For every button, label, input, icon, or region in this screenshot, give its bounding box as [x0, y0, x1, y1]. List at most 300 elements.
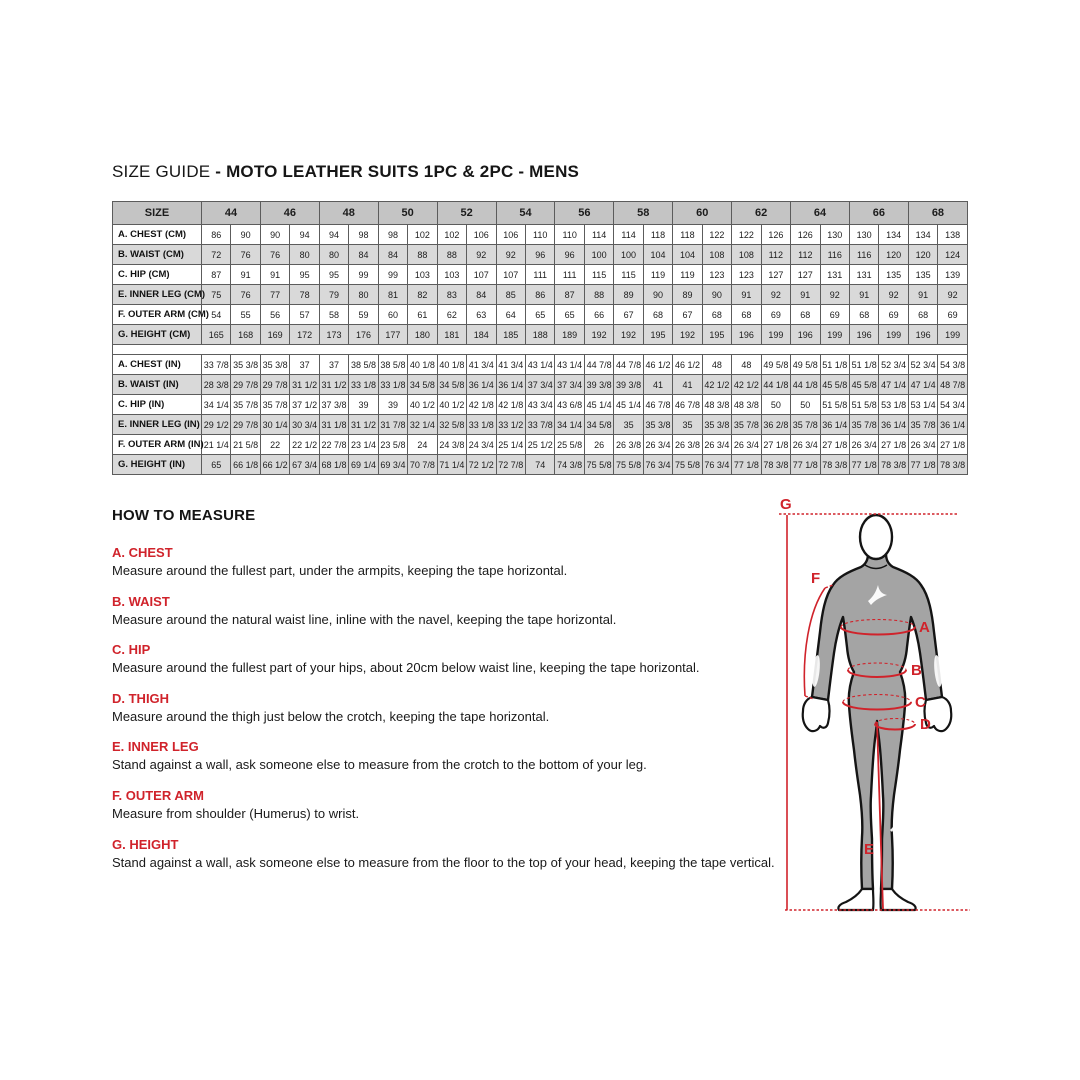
- table-cell: 62: [437, 305, 466, 325]
- size-column-header: 64: [791, 202, 850, 225]
- table-cell: 122: [702, 225, 731, 245]
- label-g: G: [780, 496, 792, 513]
- table-cell: 172: [290, 325, 319, 345]
- table-cell: 50: [761, 395, 790, 415]
- table-cell: 33 7/8: [525, 415, 554, 435]
- table-cell: 31 1/2: [290, 375, 319, 395]
- table-cell: 36 1/4: [879, 415, 908, 435]
- table-cell: 35 7/8: [260, 395, 289, 415]
- measure-section-label: B. WAIST: [112, 593, 170, 609]
- table-cell: 44 1/8: [791, 375, 820, 395]
- table-cell: 189: [555, 325, 584, 345]
- table-cell: 69: [879, 305, 908, 325]
- table-cell: 26 3/4: [732, 435, 761, 455]
- table-cell: 30 3/4: [290, 415, 319, 435]
- table-cell: 75 5/8: [673, 455, 702, 475]
- table-cell: 98: [349, 225, 378, 245]
- table-cell: 92: [467, 245, 496, 265]
- table-cell: 48: [702, 355, 731, 375]
- table-cell: 91: [732, 285, 761, 305]
- table-cell: 35 3/8: [643, 415, 672, 435]
- table-cell: 55: [231, 305, 260, 325]
- table-cell: 116: [820, 245, 849, 265]
- table-cell: 115: [614, 265, 643, 285]
- table-cell: 188: [525, 325, 554, 345]
- table-cell: 35: [673, 415, 702, 435]
- table-cell: 26 3/8: [614, 435, 643, 455]
- table-cell: 52 3/4: [908, 355, 937, 375]
- table-cell: 76: [231, 245, 260, 265]
- table-cell: 28 3/8: [202, 375, 231, 395]
- table-cell: 127: [761, 265, 790, 285]
- table-cell: 36 1/4: [467, 375, 496, 395]
- left-glove: [803, 697, 830, 731]
- table-cell: 36 2/8: [761, 415, 790, 435]
- table-row: [113, 285, 968, 305]
- table-row: [113, 325, 968, 345]
- table-cell: 86: [202, 225, 231, 245]
- table-cell: 24 3/4: [467, 435, 496, 455]
- table-cell: 68 1/8: [319, 455, 348, 475]
- table-cell: 127: [791, 265, 820, 285]
- table-cell: 34 5/8: [584, 415, 613, 435]
- measurement-diagram: [776, 493, 978, 927]
- table-spacer-row: [113, 345, 968, 355]
- table-cell: 26 3/4: [791, 435, 820, 455]
- table-cell: 114: [584, 225, 613, 245]
- measure-sections: [112, 545, 780, 870]
- label-d: D: [920, 716, 931, 733]
- table-cell: 69 1/4: [349, 455, 378, 475]
- table-cell: 34 5/8: [408, 375, 437, 395]
- row-label: B. WAIST (CM): [113, 245, 202, 265]
- table-row: [113, 245, 968, 265]
- table-cell: 75 5/8: [614, 455, 643, 475]
- table-cell: 80: [349, 285, 378, 305]
- table-cell: 104: [643, 245, 672, 265]
- table-cell: 115: [584, 265, 613, 285]
- table-cell: 119: [643, 265, 672, 285]
- table-cell: 66 1/2: [260, 455, 289, 475]
- table-cell: 99: [378, 265, 407, 285]
- table-cell: 74: [525, 455, 554, 475]
- table-cell: 138: [938, 225, 968, 245]
- size-column-header: 68: [908, 202, 967, 225]
- table-cell: 40 1/2: [408, 395, 437, 415]
- table-cell: 33 1/8: [349, 375, 378, 395]
- table-row: [113, 455, 968, 475]
- table-cell: 69 3/4: [378, 455, 407, 475]
- table-cell: 29 1/2: [202, 415, 231, 435]
- table-cell: 91: [908, 285, 937, 305]
- table-cell: 41 3/4: [467, 355, 496, 375]
- table-cell: 116: [849, 245, 878, 265]
- table-cell: 49 5/8: [761, 355, 790, 375]
- table-cell: 26 3/4: [849, 435, 878, 455]
- table-cell: 76 3/4: [643, 455, 672, 475]
- measure-section-text: Stand against a wall, ask someone else to measure from the floor to the top of your head, keeping the tape vertical.: [112, 854, 775, 870]
- table-cell: 66 1/8: [231, 455, 260, 475]
- table-cell: 34 5/8: [437, 375, 466, 395]
- size-header-label: SIZE: [113, 202, 202, 225]
- table-cell: 71 1/4: [437, 455, 466, 475]
- table-cell: 37 3/8: [319, 395, 348, 415]
- table-cell: 44 1/8: [761, 375, 790, 395]
- size-column-header: 48: [319, 202, 378, 225]
- table-cell: 36 1/4: [496, 375, 525, 395]
- label-c: C: [915, 694, 926, 711]
- table-cell: 69: [761, 305, 790, 325]
- table-cell: 68: [643, 305, 672, 325]
- table-cell: 120: [908, 245, 937, 265]
- table-cell: 34 1/4: [555, 415, 584, 435]
- table-cell: 196: [849, 325, 878, 345]
- table-cell: 27 1/8: [879, 435, 908, 455]
- table-cell: 90: [702, 285, 731, 305]
- table-cell: 21 1/4: [202, 435, 231, 455]
- table-cell: 54: [202, 305, 231, 325]
- table-cell: 92: [761, 285, 790, 305]
- table-cell: 31 1/8: [319, 415, 348, 435]
- title-prefix: SIZE GUIDE: [112, 162, 216, 181]
- table-cell: 77 1/8: [791, 455, 820, 475]
- measure-section: [112, 739, 780, 773]
- table-cell: 78 3/8: [761, 455, 790, 475]
- table-cell: 59: [349, 305, 378, 325]
- table-cell: 131: [849, 265, 878, 285]
- table-cell: 83: [437, 285, 466, 305]
- how-to-measure-heading: HOW TO MEASURE: [112, 507, 256, 524]
- measure-section: [112, 691, 780, 725]
- table-cell: 36 1/4: [820, 415, 849, 435]
- measure-section: [112, 788, 780, 822]
- table-cell: 47 1/4: [908, 375, 937, 395]
- row-label: B. WAIST (IN): [113, 375, 202, 395]
- table-cell: 81: [378, 285, 407, 305]
- table-cell: 36 1/4: [938, 415, 968, 435]
- table-cell: 50: [791, 395, 820, 415]
- table-cell: 119: [673, 265, 702, 285]
- table-cell: 33 7/8: [202, 355, 231, 375]
- table-cell: 192: [673, 325, 702, 345]
- table-cell: 120: [879, 245, 908, 265]
- table-cell: 78 3/8: [820, 455, 849, 475]
- table-cell: 48 7/8: [938, 375, 968, 395]
- size-column-header: 46: [260, 202, 319, 225]
- body-figure-svg: [776, 493, 978, 927]
- table-cell: 51 5/8: [820, 395, 849, 415]
- table-cell: 90: [643, 285, 672, 305]
- table-cell: 37 3/4: [525, 375, 554, 395]
- table-cell: 39: [349, 395, 378, 415]
- table-cell: 77 1/8: [908, 455, 937, 475]
- table-cell: 53 1/4: [908, 395, 937, 415]
- table-cell: 40 1/8: [437, 355, 466, 375]
- table-cell: 124: [938, 245, 968, 265]
- table-cell: 34 1/4: [202, 395, 231, 415]
- table-cell: 118: [643, 225, 672, 245]
- table-cell: 165: [202, 325, 231, 345]
- table-cell: 199: [761, 325, 790, 345]
- table-cell: 37: [290, 355, 319, 375]
- table-cell: 56: [260, 305, 289, 325]
- table-cell: 196: [791, 325, 820, 345]
- table-cell: 27 1/8: [761, 435, 790, 455]
- table-cell: 139: [938, 265, 968, 285]
- measure-section-label: E. INNER LEG: [112, 739, 199, 755]
- table-cell: 118: [673, 225, 702, 245]
- table-cell: 112: [791, 245, 820, 265]
- size-header-row: [113, 202, 968, 225]
- table-cell: 110: [525, 225, 554, 245]
- table-cell: 67: [614, 305, 643, 325]
- table-cell: 43 1/4: [555, 355, 584, 375]
- table-cell: 43 1/4: [525, 355, 554, 375]
- table-cell: 64: [496, 305, 525, 325]
- size-column-header: 56: [555, 202, 614, 225]
- table-cell: 33 1/8: [467, 415, 496, 435]
- table-cell: 44 7/8: [584, 355, 613, 375]
- table-cell: 29 7/8: [231, 415, 260, 435]
- table-cell: 94: [290, 225, 319, 245]
- measure-section-text: Measure around the thigh just below the crotch, keeping the tape horizontal.: [112, 708, 550, 724]
- table-row: [113, 305, 968, 325]
- table-cell: 41: [673, 375, 702, 395]
- table-cell: 96: [555, 245, 584, 265]
- table-cell: 195: [702, 325, 731, 345]
- table-cell: 135: [908, 265, 937, 285]
- table-cell: 26 3/4: [908, 435, 937, 455]
- table-cell: 32 1/4: [408, 415, 437, 435]
- table-cell: 68: [732, 305, 761, 325]
- size-column-header: 50: [378, 202, 437, 225]
- table-cell: 67: [673, 305, 702, 325]
- table-cell: 23 5/8: [378, 435, 407, 455]
- table-cell: 40 1/8: [408, 355, 437, 375]
- table-cell: 70 7/8: [408, 455, 437, 475]
- table-cell: 72 7/8: [496, 455, 525, 475]
- table-cell: 48 3/8: [702, 395, 731, 415]
- measure-section-text: Measure around the fullest part of your hips, about 20cm below waist line, keeping the tape horizontal.: [112, 660, 700, 676]
- table-cell: 78 3/8: [879, 455, 908, 475]
- table-cell: 91: [791, 285, 820, 305]
- row-label: C. HIP (CM): [113, 265, 202, 285]
- table-cell: 103: [408, 265, 437, 285]
- table-cell: 74 3/8: [555, 455, 584, 475]
- table-cell: 58: [319, 305, 348, 325]
- table-cell: 35 7/8: [732, 415, 761, 435]
- table-row: [113, 375, 968, 395]
- table-cell: 122: [732, 225, 761, 245]
- table-cell: 25 5/8: [555, 435, 584, 455]
- row-label: G. HEIGHT (IN): [113, 455, 202, 475]
- measure-section-text: Measure from shoulder (Humerus) to wrist.: [112, 805, 360, 821]
- table-cell: 91: [849, 285, 878, 305]
- row-label: G. HEIGHT (CM): [113, 325, 202, 345]
- table-cell: 108: [702, 245, 731, 265]
- table-cell: 192: [584, 325, 613, 345]
- table-cell: 43 6/8: [555, 395, 584, 415]
- table-cell: 177: [378, 325, 407, 345]
- table-cell: 27 1/8: [938, 435, 968, 455]
- head: [860, 515, 892, 559]
- table-cell: 31 1/2: [319, 375, 348, 395]
- measure-section-text: Stand against a wall, ask someone else to measure from the crotch to the bottom of your leg.: [112, 757, 647, 773]
- table-cell: 180: [408, 325, 437, 345]
- table-cell: 76: [260, 245, 289, 265]
- table-cell: 26 3/8: [673, 435, 702, 455]
- table-cell: 35 7/8: [908, 415, 937, 435]
- table-cell: 123: [702, 265, 731, 285]
- table-cell: 92: [938, 285, 968, 305]
- table-cell: 196: [908, 325, 937, 345]
- table-cell: 39 3/8: [614, 375, 643, 395]
- table-cell: 53 1/8: [879, 395, 908, 415]
- table-cell: 66: [584, 305, 613, 325]
- size-column-header: 58: [614, 202, 673, 225]
- table-cell: 111: [555, 265, 584, 285]
- title-main: - MOTO LEATHER SUITS 1PC & 2PC - MENS: [215, 162, 580, 181]
- table-cell: 176: [349, 325, 378, 345]
- table-cell: 79: [319, 285, 348, 305]
- table-cell: 126: [761, 225, 790, 245]
- measure-section-label: A. CHEST: [112, 545, 173, 560]
- measure-section-label: C. HIP: [112, 642, 151, 658]
- table-cell: 68: [791, 305, 820, 325]
- measure-section: [112, 642, 780, 676]
- table-cell: 92: [879, 285, 908, 305]
- table-cell: 65: [555, 305, 584, 325]
- table-cell: 22: [260, 435, 289, 455]
- table-cell: 195: [643, 325, 672, 345]
- table-cell: 21 5/8: [231, 435, 260, 455]
- table-cell: 39 3/8: [584, 375, 613, 395]
- table-row: [113, 395, 968, 415]
- row-label: E. INNER LEG (IN): [113, 415, 202, 435]
- table-cell: 31 1/2: [349, 415, 378, 435]
- table-cell: 48: [732, 355, 761, 375]
- table-cell: 107: [467, 265, 496, 285]
- table-cell: 72: [202, 245, 231, 265]
- measure-section-text: Measure around the natural waist line, inline with the navel, keeping the tape horizontal.: [112, 611, 617, 627]
- size-table-body: [113, 225, 968, 475]
- row-label: F. OUTER ARM (IN): [113, 435, 202, 455]
- table-cell: 100: [614, 245, 643, 265]
- label-f: F: [811, 570, 821, 587]
- table-cell: 51 1/8: [849, 355, 878, 375]
- table-cell: 85: [496, 285, 525, 305]
- table-row: [113, 225, 968, 245]
- table-cell: 88: [584, 285, 613, 305]
- table-cell: 77 1/8: [732, 455, 761, 475]
- table-cell: 46 7/8: [673, 395, 702, 415]
- table-cell: 107: [496, 265, 525, 285]
- left-boot: [838, 889, 873, 910]
- table-cell: 110: [555, 225, 584, 245]
- table-cell: 68: [702, 305, 731, 325]
- row-label: E. INNER LEG (CM): [113, 285, 202, 305]
- table-cell: 75: [202, 285, 231, 305]
- table-cell: 29 7/8: [231, 375, 260, 395]
- page-title: [112, 162, 579, 182]
- table-cell: 181: [437, 325, 466, 345]
- label-e: E: [864, 841, 875, 858]
- table-cell: 67 3/4: [290, 455, 319, 475]
- table-cell: 89: [673, 285, 702, 305]
- table-cell: 45 1/4: [614, 395, 643, 415]
- table-cell: 43 3/4: [525, 395, 554, 415]
- table-cell: 86: [525, 285, 554, 305]
- size-column-header: 54: [496, 202, 555, 225]
- table-cell: 69: [820, 305, 849, 325]
- table-cell: 111: [525, 265, 554, 285]
- table-cell: 88: [437, 245, 466, 265]
- table-cell: 22 7/8: [319, 435, 348, 455]
- table-cell: 37 1/2: [290, 395, 319, 415]
- table-cell: 185: [496, 325, 525, 345]
- table-cell: 54 3/4: [938, 395, 968, 415]
- table-cell: 68: [908, 305, 937, 325]
- table-cell: 199: [820, 325, 849, 345]
- row-label: A. CHEST (IN): [113, 355, 202, 375]
- table-cell: 130: [820, 225, 849, 245]
- table-cell: 90: [231, 225, 260, 245]
- table-cell: 76: [231, 285, 260, 305]
- table-cell: 32 5/8: [437, 415, 466, 435]
- row-label: F. OUTER ARM (CM): [113, 305, 202, 325]
- table-cell: 33 1/8: [378, 375, 407, 395]
- table-cell: 63: [467, 305, 496, 325]
- table-cell: 38 5/8: [349, 355, 378, 375]
- table-cell: 89: [614, 285, 643, 305]
- table-cell: 80: [290, 245, 319, 265]
- table-cell: 92: [820, 285, 849, 305]
- table-cell: 25 1/4: [496, 435, 525, 455]
- row-label: A. CHEST (CM): [113, 225, 202, 245]
- table-cell: 24: [408, 435, 437, 455]
- label-b: B: [911, 662, 922, 679]
- table-cell: 39: [378, 395, 407, 415]
- table-cell: 23 1/4: [349, 435, 378, 455]
- table-cell: 24 3/8: [437, 435, 466, 455]
- table-cell: 35 3/8: [702, 415, 731, 435]
- table-cell: 199: [938, 325, 968, 345]
- table-cell: 33 1/2: [496, 415, 525, 435]
- table-cell: 41 3/4: [496, 355, 525, 375]
- table-cell: 38 5/8: [378, 355, 407, 375]
- size-column-header: 44: [202, 202, 261, 225]
- table-cell: 80: [319, 245, 348, 265]
- table-cell: 184: [467, 325, 496, 345]
- right-boot: [881, 889, 916, 910]
- measure-section-label: D. THIGH: [112, 690, 170, 706]
- label-a: A: [919, 619, 930, 636]
- table-cell: 54 3/8: [938, 355, 968, 375]
- table-cell: 75 5/8: [584, 455, 613, 475]
- table-cell: 87: [202, 265, 231, 285]
- table-cell: 35 7/8: [231, 395, 260, 415]
- table-cell: 103: [437, 265, 466, 285]
- measure-section-text: Measure around the fullest part, under the armpits, keeping the tape horizontal.: [112, 563, 568, 578]
- measure-section-label: G. HEIGHT: [112, 836, 179, 852]
- measure-section-label: F. OUTER ARM: [112, 787, 204, 803]
- table-cell: 134: [879, 225, 908, 245]
- table-cell: 100: [584, 245, 613, 265]
- table-cell: 41: [643, 375, 672, 395]
- table-cell: 91: [260, 265, 289, 285]
- table-cell: 87: [555, 285, 584, 305]
- table-cell: 106: [467, 225, 496, 245]
